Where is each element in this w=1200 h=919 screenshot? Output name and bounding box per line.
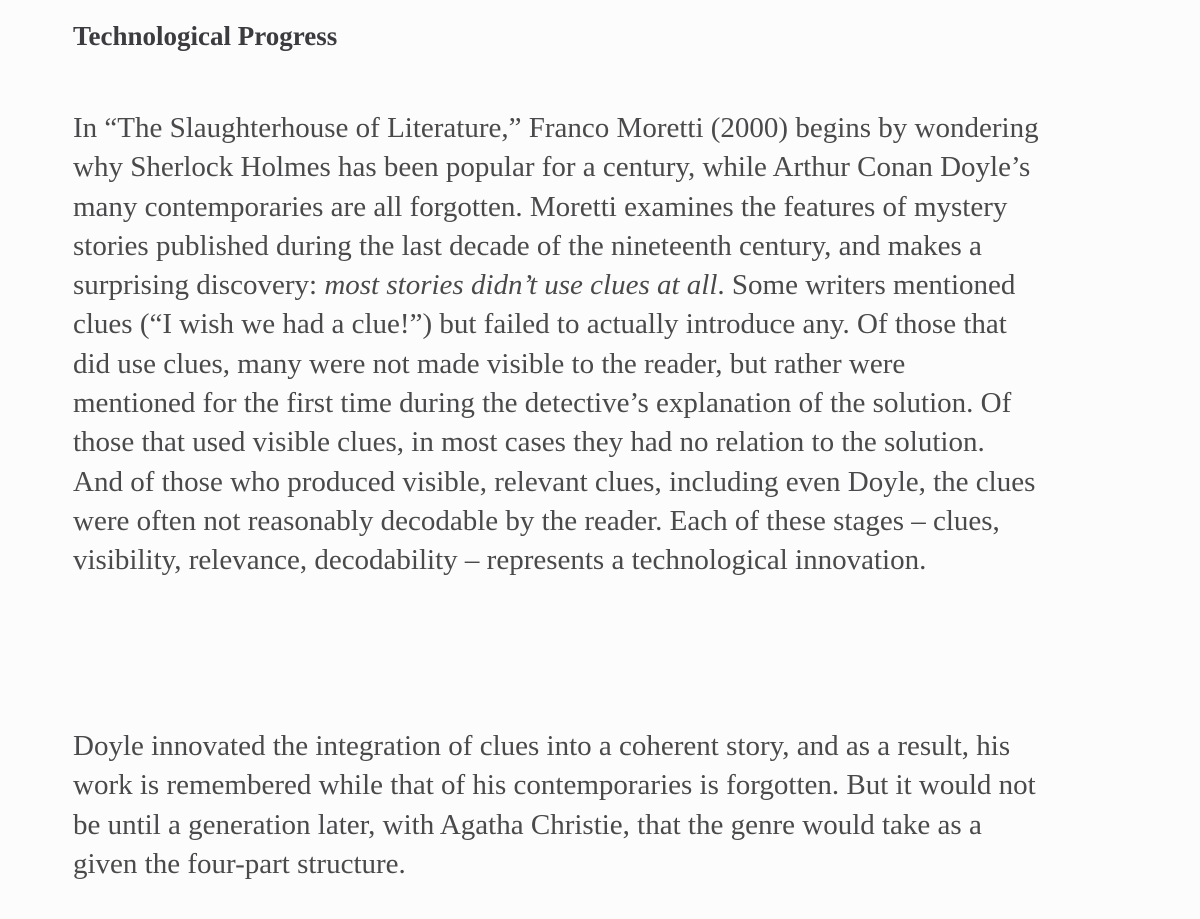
text-line: stories published during the last decade of the nineteenth century, and makes a [73, 229, 982, 262]
text-line: work is remembered while that of his contemporaries is forgotten. But it would not [73, 769, 1036, 802]
section-heading: Technological Progress [73, 21, 338, 51]
text-line: be until a generation later, with Agatha Christie, that the genre would take as a [73, 808, 982, 841]
text-line-with-emphasis [73, 266, 1039, 305]
text-span: . Some writers mentioned [717, 269, 1016, 302]
paragraph-1 [73, 109, 1039, 581]
text-line: And of those who produced visible, relevant clues, including even Doyle, the clues [73, 465, 1036, 498]
text-line: given the four-part structure. [73, 847, 406, 880]
text-line: did use clues, many were not made visible to the reader, but rather were [73, 347, 906, 380]
text-line: were often not reasonably decodable by the reader. Each of these stages – clues, [73, 504, 1000, 537]
text-line: Doyle innovated the integration of clues into a coherent story, and as a result, his [73, 730, 1011, 762]
text-span: surprising discovery: [73, 269, 325, 302]
text-line: why Sherlock Holmes has been popular for a century, while Arthur Conan Doyle’s [73, 151, 1031, 184]
paragraph-2 [73, 727, 1036, 884]
text-line: visibility, relevance, decodability – represents a technological innovation. [73, 544, 927, 577]
text-line: those that used visible clues, in most cases they had no relation to the solution. [73, 426, 985, 459]
text-line: In “The Slaughterhouse of Literature,” Franco Moretti (2000) begins by wondering [73, 112, 1039, 144]
text-line: mentioned for the first time during the detective’s explanation of the solution. Of [73, 387, 1012, 420]
text-line: many contemporaries are all forgotten. Moretti examines the features of mystery [73, 190, 1008, 223]
text-line: clues (“I wish we had a clue!”) but failed to actually introduce any. Of those that [73, 308, 1007, 341]
emphasized-text: most stories didn’t use clues at all [324, 269, 718, 302]
